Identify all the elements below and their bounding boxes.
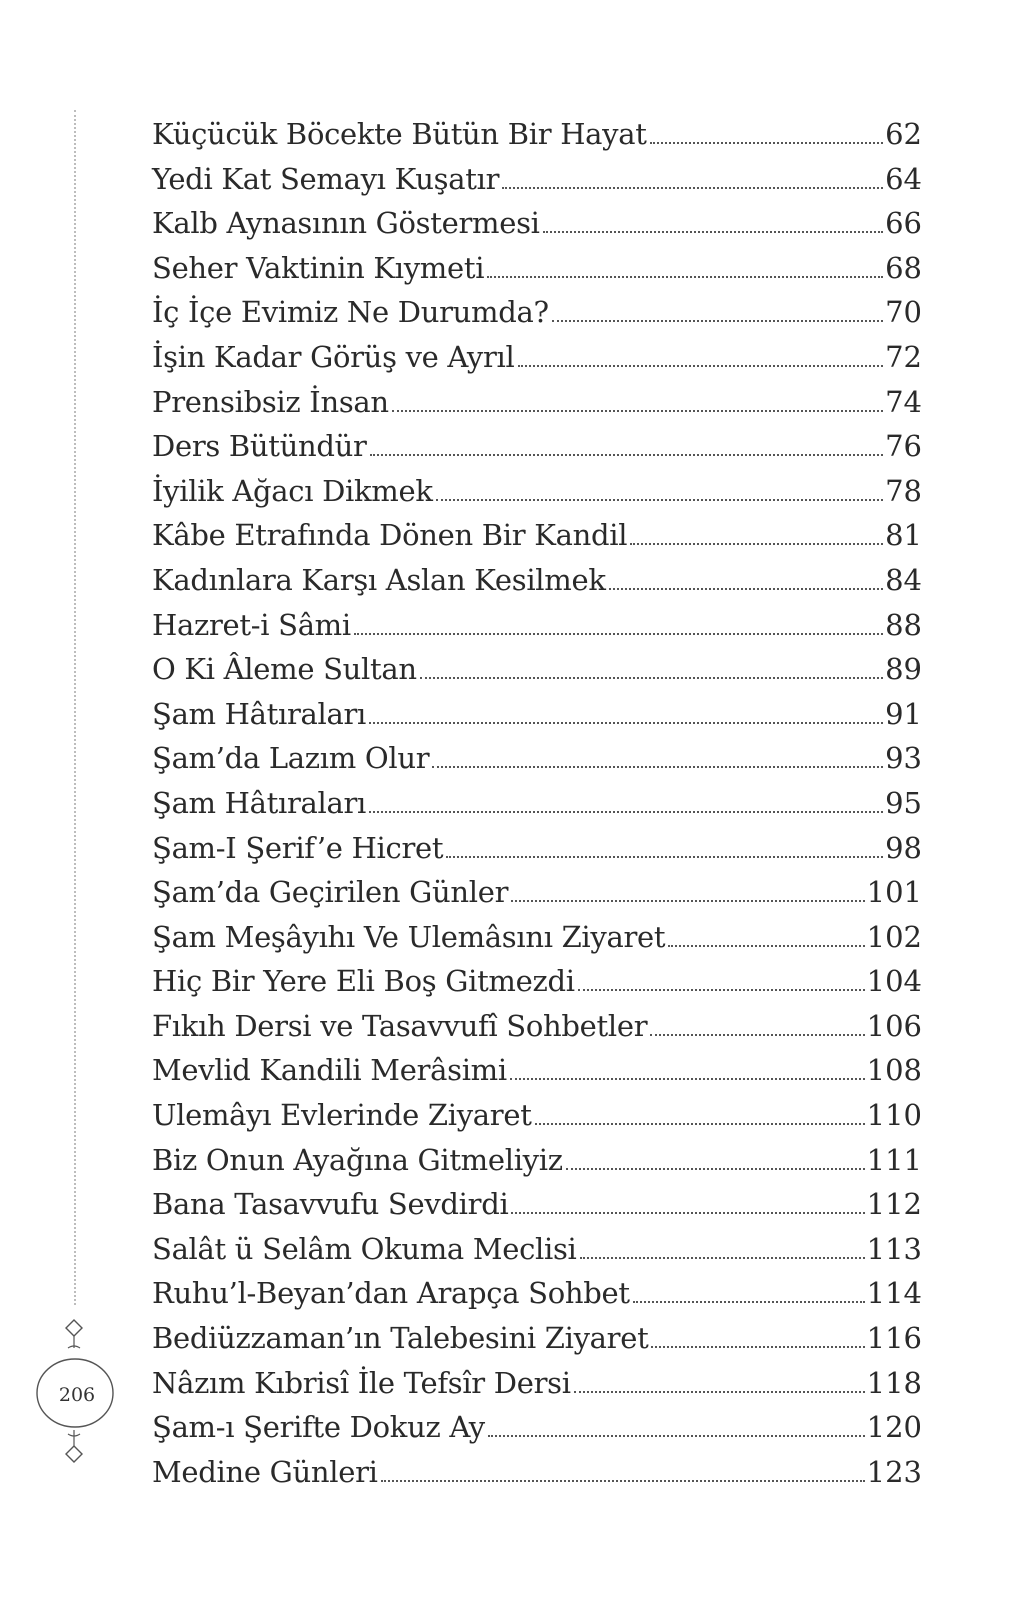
toc-entry-title: Fıkıh Dersi ve Tasavvufî Sohbetler [152,1008,648,1043]
toc-entry-title: Seher Vaktinin Kıymeti [152,250,485,285]
toc-entry [152,1450,922,1495]
toc-entry-page: 120 [866,1410,922,1445]
toc-entry-title: Bana Tasavvufu Sevdirdi [152,1187,509,1222]
toc-dot-leader [511,1212,864,1214]
toc-entry-page: 64 [885,161,922,196]
toc-entry-page: 106 [866,1008,922,1043]
toc-entry-title: Şam Hâtıraları [152,785,367,820]
toc-entry-title: Kadınlara Karşı Aslan Kesilmek [152,562,606,597]
toc-entry [152,290,922,335]
toc-entry-title: Bediüzzaman’ın Talebesini Ziyaret [152,1321,649,1356]
toc-dot-leader [369,811,883,813]
toc-entry-page: 88 [885,607,922,642]
toc-entry-page: 123 [866,1454,922,1489]
toc-dot-leader [633,1301,865,1303]
toc-entry-page: 84 [885,562,922,597]
toc-dot-leader [381,1480,865,1482]
toc-entry-title: Şam’da Geçirilen Günler [152,875,509,910]
toc-entry-page: 116 [866,1321,922,1356]
toc-entry [152,112,922,157]
toc-dot-leader [487,276,883,278]
toc-entry-page: 91 [885,696,922,731]
toc-entry-page: 74 [885,384,922,419]
toc-entry-title: Şam Hâtıraları [152,696,367,731]
toc-entry [152,157,922,202]
toc-entry-page: 104 [866,964,922,999]
toc-entry [152,513,922,558]
toc-entry [152,959,922,1004]
toc-dot-leader [392,410,883,412]
toc-entry-page: 70 [885,295,922,330]
toc-entry [152,1093,922,1138]
toc-entry-title: İç İçe Evimiz Ne Durumda? [152,295,549,330]
toc-dot-leader [543,231,883,233]
toc-dot-leader [354,633,883,635]
toc-entry-page: 81 [885,518,922,553]
toc-entry [152,870,922,915]
toc-entry-title: Küçücük Böcekte Bütün Bir Hayat [152,117,647,151]
toc-entry-page: 72 [885,339,922,374]
toc-entry-title: İşin Kadar Görüş ve Ayrıl [152,339,515,374]
toc-dot-leader [578,989,865,991]
toc-entry-page: 93 [885,741,922,776]
toc-dot-leader [518,365,884,367]
table-of-contents [152,112,922,1494]
toc-dot-leader [668,945,864,947]
toc-dot-leader [420,677,883,679]
toc-entry-title: Şam Meşâyıhı Ve Ulemâsını Ziyaret [152,919,666,954]
toc-dot-leader [650,1034,864,1036]
toc-entry-title: Medine Günleri [152,1454,378,1489]
toc-entry [152,1361,922,1406]
toc-entry-page: 78 [885,473,922,508]
toc-entry-title: Biz Onun Ayağına Gitmeliyiz [152,1142,563,1177]
toc-entry-page: 89 [885,652,922,687]
toc-dot-leader [574,1391,865,1393]
toc-entry-title: Ders Bütündür [152,429,367,464]
toc-dot-leader [511,900,864,902]
toc-entry [152,603,922,648]
toc-entry [152,201,922,246]
toc-entry-page: 62 [885,117,922,151]
toc-dot-leader [580,1257,865,1259]
toc-entry [152,469,922,514]
toc-entry [152,1227,922,1272]
toc-dot-leader [510,1078,865,1080]
page-number: 206 [58,1384,96,1406]
toc-entry-page: 101 [866,875,922,910]
toc-entry [152,736,922,781]
toc-entry [152,1004,922,1049]
toc-dot-leader [370,454,884,456]
toc-entry-title: Hiç Bir Yere Eli Boş Gitmezdi [152,964,575,999]
toc-dot-leader [535,1123,865,1125]
toc-dot-leader [650,142,883,144]
toc-entry-title: Salât ü Selâm Okuma Meclisi [152,1231,577,1266]
toc-entry-page: 112 [866,1187,922,1222]
toc-dot-leader [446,856,883,858]
toc-entry-title: Nâzım Kıbrisî İle Tefsîr Dersi [152,1365,571,1400]
toc-entry [152,1271,922,1316]
toc-entry [152,380,922,425]
toc-dot-leader [552,320,883,322]
toc-entry [152,826,922,871]
toc-entry-title: Şam-I Şerif’e Hicret [152,830,444,865]
toc-entry-page: 108 [866,1053,922,1088]
toc-entry [152,246,922,291]
toc-dot-leader [566,1168,865,1170]
toc-entry [152,1316,922,1361]
toc-entry-page: 66 [885,206,922,241]
toc-dot-leader [369,722,883,724]
toc-entry-page: 68 [885,250,922,285]
toc-entry-page: 98 [885,830,922,865]
toc-entry-title: Hazret-i Sâmi [152,607,351,642]
toc-entry-title: İyilik Ağacı Dikmek [152,473,433,508]
toc-entry-page: 111 [866,1142,922,1177]
toc-dot-leader [630,543,883,545]
toc-entry-page: 110 [866,1098,922,1133]
toc-entry-title: Kâbe Etrafında Dönen Bir Kandil [152,518,628,553]
toc-entry-title: Şam-ı Şerifte Dokuz Ay [152,1410,485,1445]
toc-entry-title: Yedi Kat Semayı Kuşatır [152,161,500,196]
toc-entry-title: Şam’da Lazım Olur [152,741,430,776]
toc-entry [152,558,922,603]
toc-entry-page: 113 [866,1231,922,1266]
toc-entry-title: O Ki Âleme Sultan [152,652,417,687]
toc-entry-page: 95 [885,785,922,820]
toc-dot-leader [432,766,883,768]
toc-entry [152,1048,922,1093]
toc-entry [152,647,922,692]
toc-entry-page: 118 [866,1365,922,1400]
toc-entry-title: Kalb Aynasının Göstermesi [152,206,540,241]
toc-entry [152,915,922,960]
toc-entry-title: Prensibsiz İnsan [152,384,389,419]
toc-dot-leader [436,499,883,501]
toc-dot-leader [488,1435,865,1437]
toc-entry [152,1405,922,1450]
toc-entry-page: 114 [866,1276,922,1311]
toc-dot-leader [502,187,883,189]
toc-entry-title: Ulemâyı Evlerinde Ziyaret [152,1098,532,1133]
toc-entry [152,692,922,737]
toc-dot-leader [651,1346,864,1348]
toc-entry [152,424,922,469]
toc-dot-leader [609,588,883,590]
toc-entry [152,1138,922,1183]
toc-entry-page: 76 [885,429,922,464]
toc-entry [152,1182,922,1227]
toc-entry [152,781,922,826]
toc-entry-page: 102 [866,919,922,954]
toc-entry-title: Mevlid Kandili Merâsimi [152,1053,507,1088]
toc-entry-title: Ruhu’l-Beyan’dan Arapça Sohbet [152,1276,630,1311]
margin-dotted-rule [74,110,76,1305]
toc-entry [152,335,922,380]
